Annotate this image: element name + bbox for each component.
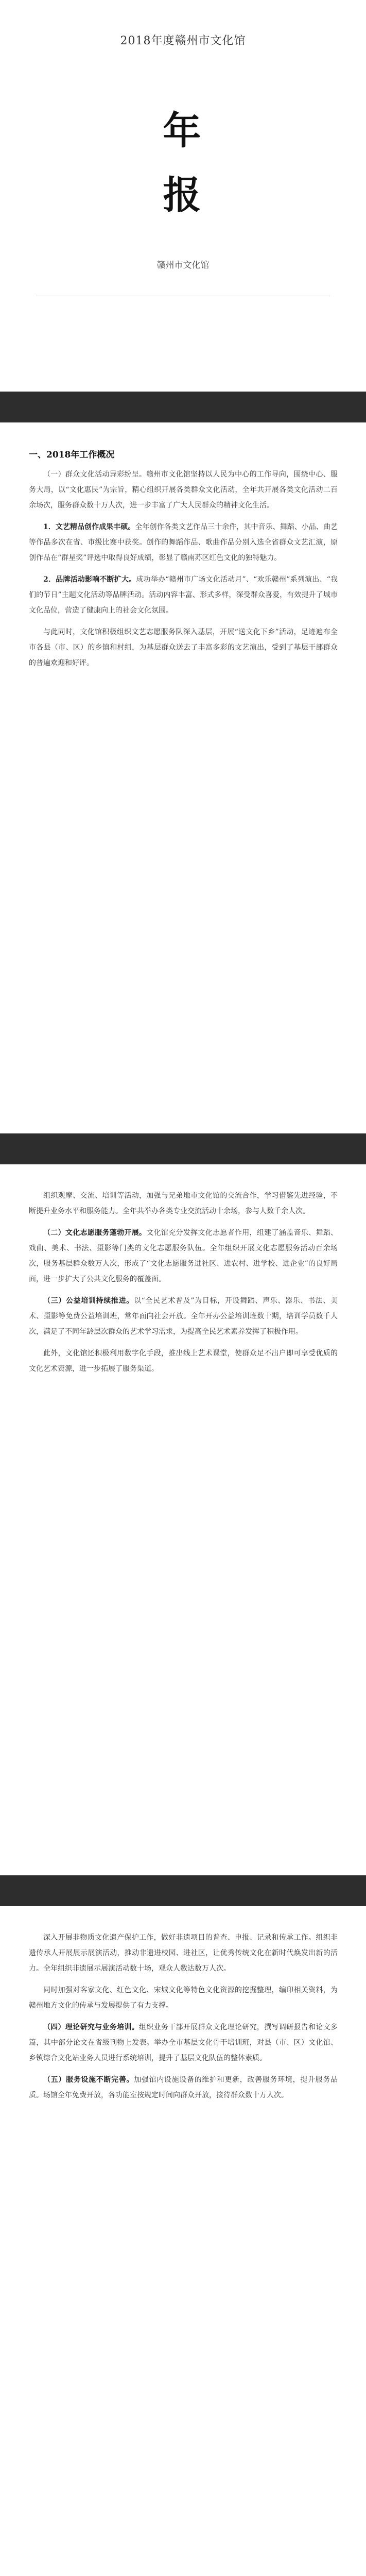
paragraph-lead: （四）理论研究与业务培训。 [43,2023,139,2031]
cover-top-title: 2018年度赣州市文化馆 [120,35,246,47]
page-separator [0,1133,366,1164]
paragraph-local-culture: 同时加强对客家文化、红色文化、宋城文化等特色文化资源的挖掘整理，编印相关资料，为赣州地方文化的传承与发展提供了有力支撑。 [29,1986,338,2010]
paragraph-body: 成功举办“赣州市广场文化活动月”、“欢乐赣州”系列演出、“我们的节日”主题文化活动等品牌活动。活动内容丰富、形式多样，深受群众喜爱，有效提升了城市文化品位，营造了健康向上的社会文化氛围。 [29,575,338,615]
paragraph-lead: 1．文艺精品创作成果丰硕。 [43,523,135,531]
section-heading-overview: 一、2018年工作概况 [29,450,115,460]
report-page-1 [0,422,366,1133]
paragraph-grassroots: 与此同时，文化馆积极组织文艺志愿服务队深入基层，开展“送文化下乡”活动，足迹遍布全市各县（市、区）的乡镇和村组，为基层群众送去了丰富多彩的文艺演出，受到了基层干部群众的普遍欢迎和好评。 [29,628,338,667]
paragraph-volunteer [29,1225,338,1287]
paragraph-creation [29,519,338,566]
paragraph-training [29,1293,338,1340]
paragraph-brand-activities [29,572,338,618]
paragraph-lead: （二）文化志愿服务蓬勃开展。 [43,1229,147,1237]
paragraph-research [29,2020,338,2066]
cover-organization-name: 赣州市文化馆 [156,260,210,270]
paragraph-body: 以“全民艺术普及”为目标，开设舞蹈、声乐、器乐、书法、美术、摄影等免费公益培训班，常年面向社会开放。全年开办公益培训班数十期，培训学员数千人次，满足了不同年龄层次群众的艺术学习需求，为提高全民艺术素养发挥了积极作用。 [29,1297,338,1336]
paragraph-facilities [29,2072,338,2103]
paragraph-body: 全年创作各类文艺作品三十余件，其中音乐、舞蹈、小品、曲艺等作品多次在省、市级比赛中获奖。创作的舞蹈作品、歌曲作品分别入选全省群众文艺汇演，原创作品在“群星奖”评选中取得良好成绩，彰显了赣南苏区红色文化的独特魅力。 [29,523,338,562]
paragraph-intro: （一）群众文化活动异彩纷呈。赣州市文化馆坚持以人民为中心的工作导向，围绕中心、服务大局，以“文化惠民”为宗旨，精心组织开展各类群众文化活动，全年共开展各类文化活动二百余场次，服务群众数十万人次，进一步丰富了广大人民群众的精神文化生活。 [29,470,338,510]
paragraph-exchange: 组织观摩、交流、培训等活动，加强与兄弟地市文化馆的交流合作，学习借鉴先进经验，不断提升业务水平和服务能力。全年共举办各类专业交流活动十余场，参与人数千余人次。 [29,1192,338,1215]
paragraph-lead: （五）服务设施不断完善。 [43,2076,134,2084]
page-separator [0,392,366,422]
report-page-2 [0,1164,366,1875]
paragraph-lead: 2．品牌活动影响不断扩大。 [43,575,136,584]
paragraph-body: 文化馆充分发挥文化志愿者作用，组建了涵盖音乐、舞蹈、戏曲、美术、书法、摄影等门类的文化志愿服务队伍。全年组织开展文化志愿服务活动百余场次，服务基层群众数万人次，形成了“文化志愿服务进社区、进农村、进学校、进企业”的良好局面，进一步扩大了公共文化服务的覆盖面。 [29,1229,338,1283]
paragraph-intangible-heritage: 深入开展非物质文化遗产保护工作，做好非遗项目的普查、申报、记录和传承工作。组织非遗传承人开展展示展演活动，推动非遗进校园、进社区，让优秀传统文化在新时代焕发出新的活力。全年组织非遗展示展演活动数十场，观众人数达数万人次。 [29,1934,338,1973]
report-page-3 [0,1906,366,2576]
paragraph-lead: （三）公益培训持续推进。 [43,1297,134,1305]
paragraph-digital: 此外，文化馆还积极利用数字化手段，推出线上艺术课堂，使群众足不出户即可享受优质的文化艺术资源，进一步拓展了服务渠道。 [29,1349,338,1373]
page-separator [0,1875,366,1906]
paragraph-body: 组织业务干部开展群众文化理论研究，撰写调研报告和论文多篇，其中部分论文在省级刊物上发表。举办全市基层文化骨干培训班，对县（市、区）文化馆、乡镇综合文化站业务人员进行系统培训，提升了基层文化队伍的整体素质。 [29,2023,338,2062]
cover-page [0,0,366,392]
cover-title-char-report: 报 [163,173,203,217]
cover-title-char-year: 年 [163,109,203,153]
paragraph-body: 加强馆内设施设备的维护和更新，改善服务环境，提升服务品质。场馆全年免费开放，各功能室按规定时间向群众开放，接待群众数十万人次。 [29,2076,338,2099]
